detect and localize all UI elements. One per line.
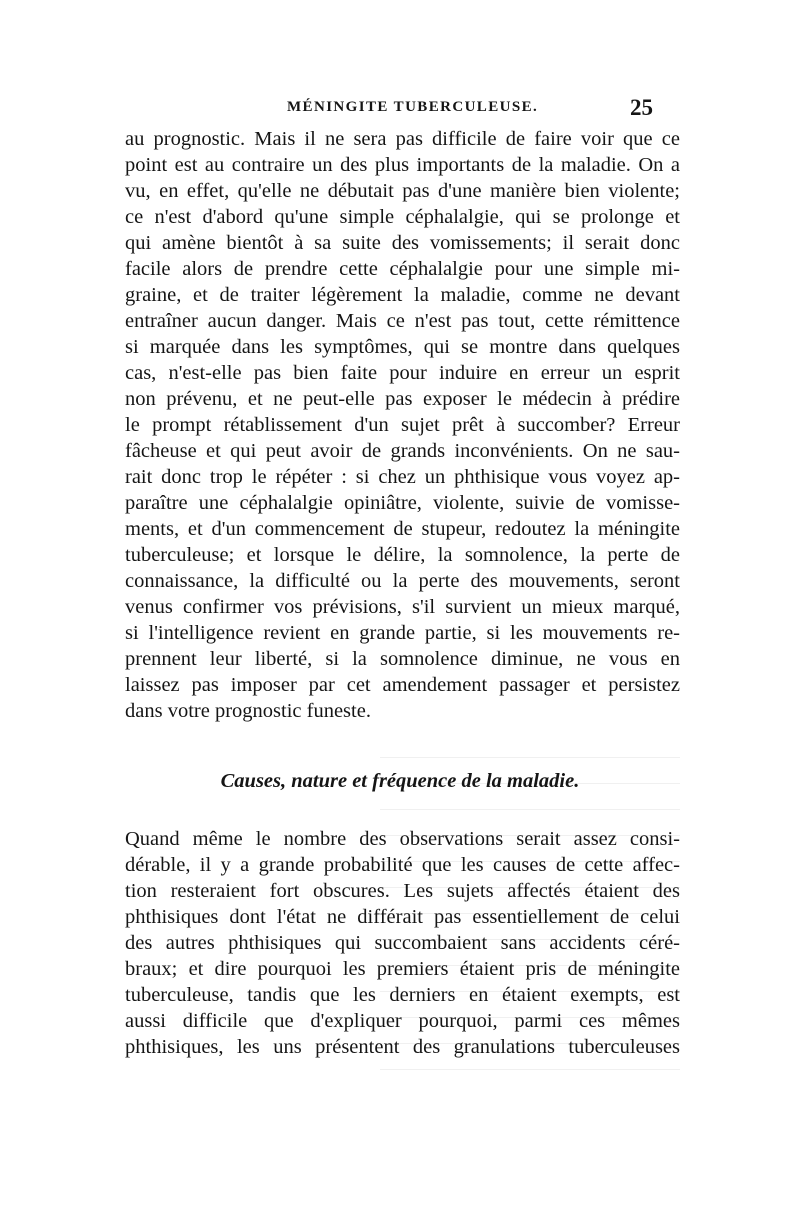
text-line: tuberculeuse; et lorsque le délire, la somnolence, la perte de	[125, 544, 680, 566]
text-line: aussi difficile que d'expliquer pourquoi, parmi ces mêmes	[125, 1010, 680, 1032]
text-line: rait donc trop le répéter : si chez un phthisique vous voyez ap-	[125, 466, 680, 488]
text-line: facile alors de prendre cette céphalalgie pour une simple mi-	[125, 258, 680, 280]
text-line: si marquée dans les symptômes, qui se montre dans quelques	[125, 336, 680, 358]
text-line: laissez pas imposer par cet amendement passager et persistez	[125, 674, 680, 696]
running-header	[0, 95, 800, 125]
text-line: ce n'est d'abord qu'une simple céphalalgie, qui se prolonge et	[125, 206, 680, 228]
text-line: qui amène bientôt à sa suite des vomissements; il serait donc	[125, 232, 680, 254]
text-line: entraîner aucun danger. Mais ce n'est pas tout, cette rémittence	[125, 310, 680, 332]
text-line: venus confirmer vos prévisions, s'il survient un mieux marqué,	[125, 596, 680, 618]
text-line: connaissance, la difficulté ou la perte des mouvements, seront	[125, 570, 680, 592]
text-line: phthisiques dont l'état ne différait pas essentiellement de celui	[125, 906, 680, 928]
text-line: dans votre prognostic funeste.	[125, 700, 371, 722]
text-line: fâcheuse et qui peut avoir de grands inconvénients. On ne sau-	[125, 440, 680, 462]
text-line: ments, et d'un commencement de stupeur, redoutez la méningite	[125, 518, 680, 540]
running-title: MÉNINGITE TUBERCULEUSE.	[287, 99, 539, 115]
text-line: paraître une céphalalgie opiniâtre, violente, suivie de vomisse-	[125, 492, 680, 514]
text-line: dérable, il y a grande probabilité que les causes de cette affec-	[125, 854, 680, 876]
text-line: le prompt rétablissement d'un sujet prêt à succomber? Erreur	[125, 414, 680, 436]
text-line: au prognostic. Mais il ne sera pas difficile de faire voir que ce	[125, 128, 680, 150]
page-number: 25	[630, 95, 653, 120]
text-line: point est au contraire un des plus importants de la maladie. On a	[125, 154, 680, 176]
text-line: cas, n'est-elle pas bien faite pour induire en erreur un esprit	[125, 362, 680, 384]
text-line: non prévenu, et ne peut-elle pas exposer le médecin à prédire	[125, 388, 680, 410]
text-line: si l'intelligence revient en grande partie, si les mouvements re-	[125, 622, 680, 644]
text-line: braux; et dire pourquoi les premiers étaient pris de méningite	[125, 958, 680, 980]
text-line: tion resteraient fort obscures. Les sujets affectés étaient des	[125, 880, 680, 902]
section-heading: Causes, nature et fréquence de la maladie.	[220, 770, 580, 792]
text-line: Quand même le nombre des observations serait assez consi-	[125, 828, 680, 850]
text-line: des autres phthisiques qui succombaient sans accidents céré-	[125, 932, 680, 954]
text-line: phthisiques, les uns présentent des granulations tuberculeuses	[125, 1036, 680, 1058]
text-line: graine, et de traiter légèrement la maladie, comme ne devant	[125, 284, 680, 306]
text-line: prennent leur liberté, si la somnolence diminue, ne vous en	[125, 648, 680, 670]
text-line: tuberculeuse, tandis que les derniers en étaient exempts, est	[125, 984, 680, 1006]
text-line: vu, en effet, qu'elle ne débutait pas d'une manière bien violente;	[125, 180, 680, 202]
